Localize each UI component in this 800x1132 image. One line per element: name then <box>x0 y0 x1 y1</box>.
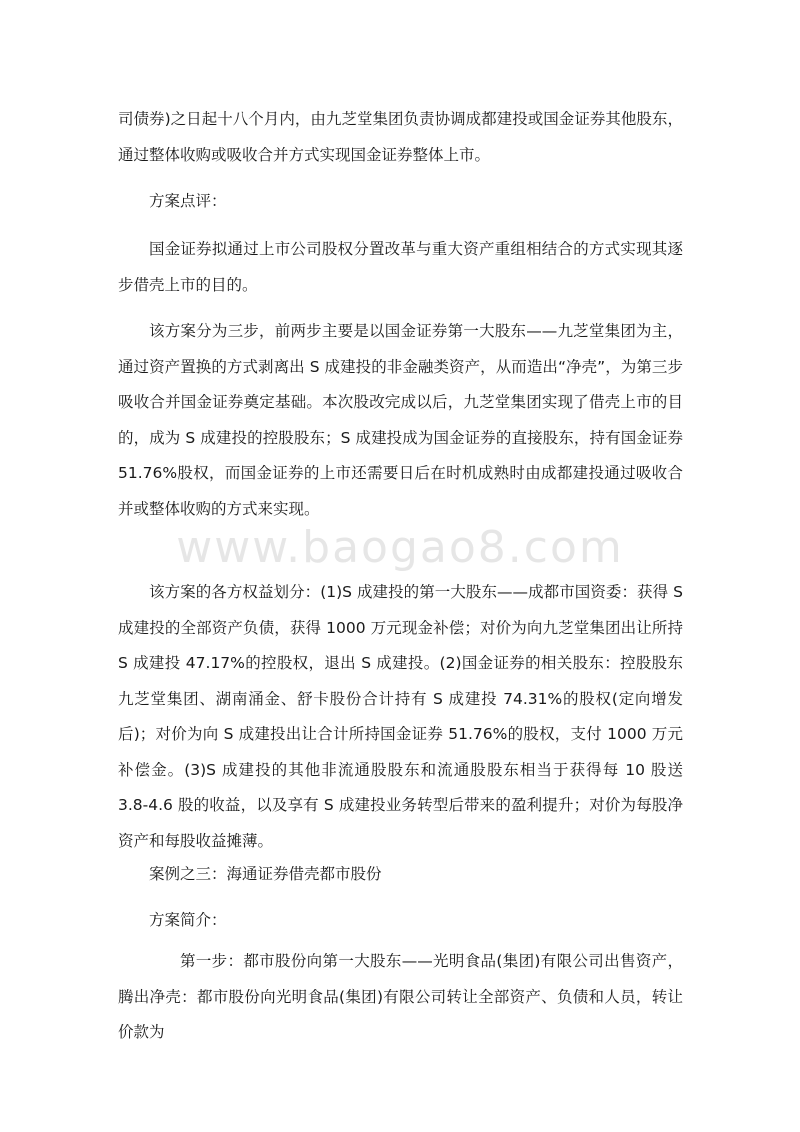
paragraph-text: 第一步：都市股份向第一大股东——光明食品(集团)有限公司出售资产，腾出净壳：都市股份向光明食品(集团)有限公司转让全部资产、负债和人员，转让价款为 <box>118 952 683 1041</box>
paragraph-continuation <box>118 102 683 173</box>
heading-commentary <box>118 184 683 220</box>
heading-case-three <box>118 857 683 893</box>
paragraph-three-steps <box>118 314 683 527</box>
watermark: www.baogao8.com <box>176 522 624 573</box>
heading-plan-intro <box>118 903 683 939</box>
paragraph-text: 方案点评： <box>149 192 227 210</box>
paragraph-text: 该方案分为三步，前两步主要是以国金证券第一大股东——九芝堂集团为主，通过资产置换的方式剥离出 S 成建投的非金融类资产，从而造出“净壳”，为第三步吸收合并国金证券奠定基础。本次股改完成以后，九芝堂集团实现了借壳上市的目的，成为 S 成建投的控股股东；S 成建投成为国金证券的直接股东，持有国金证券 51.76%股权，而国金证券的上市还需要日后在时机成熟时由成都建投通过吸收合并或整体收购的方式来实现。 <box>118 322 683 518</box>
paragraph-text: 该方案的各方权益划分：(1)S 成建投的第一大股东——成都市国资委：获得 S 成建投的全部资产负债，获得 1000 万元现金补偿；对价为向九芝堂集团出让所持 S 成建投 47.17%的控股权，退出 S 成建投。(2)国金证券的相关股东：控股股东九芝堂集团、湖南涌金、舒卡股份合计持有 S 成建投 74.31%的股权(定向增发后)；对价为向 S 成建投出让合计所持国金证券 51.76%的股权，支付 1000 万元补偿金。(3)S 成建投的其他非流通股股东和流通股股东相当于获得每 10 股送 3.8-4.6 股的收益，以及享有 S 成建投业务转型后带来的盈利提升；对价为每股净资产和每股收益摊薄。 <box>118 583 683 850</box>
paragraph-rights-division <box>118 575 683 859</box>
paragraph-text: 方案简介： <box>149 911 227 929</box>
paragraph-text: 案例之三：海通证券借壳都市股份 <box>149 865 382 883</box>
paragraph-step-one <box>118 944 683 1051</box>
paragraph-commentary-intro <box>118 232 683 303</box>
paragraph-text: 国金证券拟通过上市公司股权分置改革与重大资产重组相结合的方式实现其逐步借壳上市的目的。 <box>118 240 683 294</box>
paragraph-text: 司债券)之日起十八个月内，由九芝堂集团负责协调成都建投或国金证券其他股东，通过整体收购或吸收合并方式实现国金证券整体上市。 <box>118 110 683 164</box>
